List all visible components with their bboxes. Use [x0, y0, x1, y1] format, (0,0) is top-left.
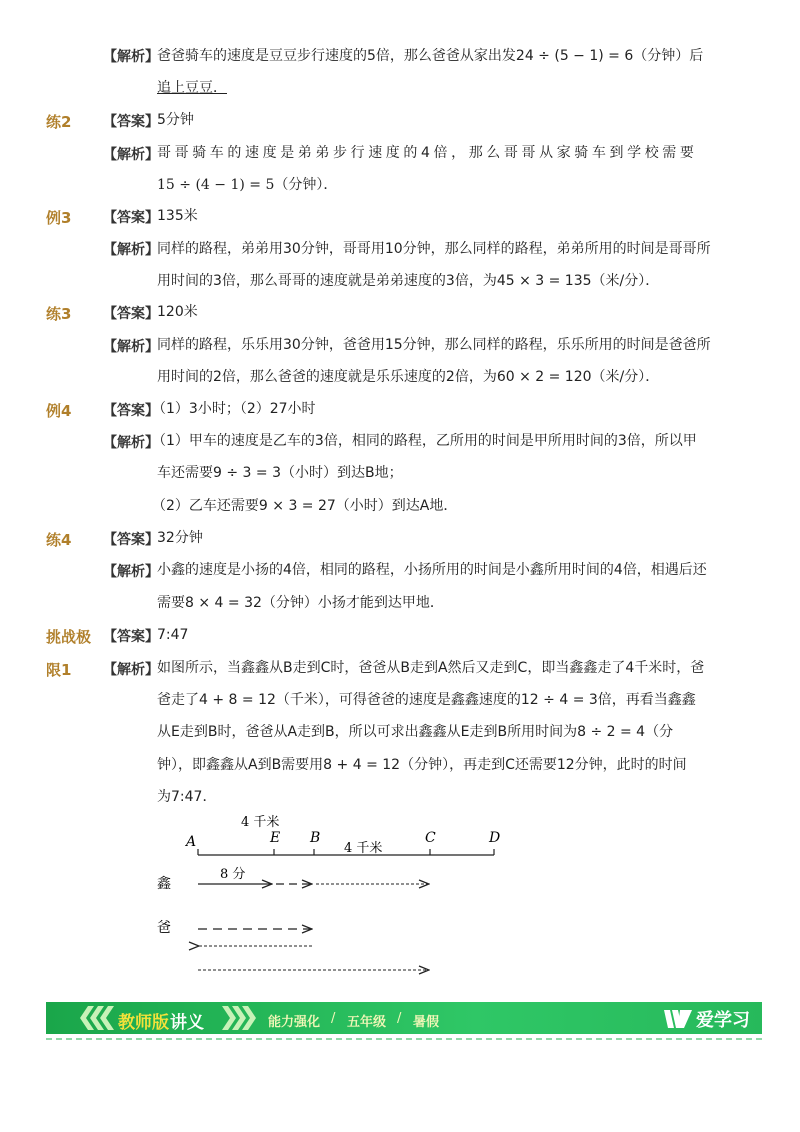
point-b-label: B	[310, 830, 321, 846]
dist-ae-label: 4 千米	[241, 815, 280, 830]
tiaozhan-line-3: 从E走到B时，爸爸从A走到B，所以可求出鑫鑫从E走到B所用时间为8 ÷ 2 = 4（分	[157, 724, 674, 740]
footer-brand-a: 教师版	[118, 1013, 169, 1033]
chevron-left-icon	[100, 1006, 114, 1030]
time-label: 8 分	[220, 867, 246, 882]
jiexi-tag: 【解析】	[103, 662, 159, 678]
tiaozhan-label-1: 挑战极	[46, 628, 92, 646]
li4-label: 例4	[46, 402, 72, 420]
lian4-label: 练4	[46, 531, 72, 549]
jiexi-tag: 【解析】	[103, 49, 159, 65]
footer-separator: /	[331, 1011, 336, 1026]
tiaozhan-line-5: 为7:47．	[157, 789, 217, 805]
daan-tag: 【答案】	[103, 629, 159, 645]
lian4-line-2: 需要8 × 4 = 32（分钟）小扬才能到达甲地．	[157, 595, 444, 611]
jiexi-tag: 【解析】	[103, 564, 159, 580]
daan-tag: 【答案】	[103, 306, 159, 322]
li3-line-2: 用时间的3倍，那么哥哥的速度就是弟弟速度的3倍，为45 × 3 = 135（米/分）．	[157, 273, 660, 289]
point-d-label: D	[489, 830, 501, 846]
xin-label: 鑫	[157, 876, 171, 892]
lian2-line-1: 哥哥骑车的速度是弟弟步行速度的4倍，那么哥哥从家骑车到学校需要	[157, 145, 698, 161]
top-line-1: 爸爸骑车的速度是豆豆步行速度的5倍，那么爸爸从家出发24 ÷ (5 − 1) = 6（分钟）后	[157, 48, 704, 64]
li3-line-1: 同样的路程，弟弟用30分钟，哥哥用10分钟，那么同样的路程，弟弟所用的时间是哥哥所	[157, 241, 711, 257]
daan-tag: 【答案】	[103, 532, 159, 548]
dist-bc-label: 4 千米	[344, 841, 383, 856]
jiexi-tag: 【解析】	[103, 339, 159, 355]
footer-brand-b: 讲义	[170, 1013, 204, 1033]
jiexi-tag: 【解析】	[103, 435, 159, 451]
point-e-label: E	[270, 830, 281, 846]
li3-label: 例3	[46, 209, 72, 227]
lian2-label: 练2	[46, 113, 72, 131]
lian3-line-1: 同样的路程，乐乐用30分钟，爸爸用15分钟，那么同样的路程，乐乐所用的时间是爸爸所	[157, 337, 711, 353]
point-a-label: A	[186, 834, 197, 850]
footer-grade: 五年级	[347, 1015, 387, 1030]
footer-divider	[46, 1038, 762, 1040]
daan-tag: 【答案】	[103, 210, 159, 226]
footer-term: 暑假	[413, 1015, 440, 1030]
daan-tag: 【答案】	[103, 114, 159, 130]
lian4-answer: 32分钟	[157, 530, 203, 546]
tiaozhan-line-2: 爸走了4 + 8 = 12（千米），可得爸爸的速度是鑫鑫速度的12 ÷ 4 = 3倍，再看当鑫鑫	[157, 692, 696, 708]
lian2-line-2: 15 ÷ (4 − 1) = 5（分钟）．	[157, 177, 338, 193]
lian3-line-2: 用时间的2倍，那么爸爸的速度就是乐乐速度的2倍，为60 × 2 = 120（米/分）．	[157, 369, 660, 385]
tiaozhan-line-1: 如图所示，当鑫鑫从B走到C时，爸爸从B走到A然后又走到C，即当鑫鑫走了4千米时，爸	[157, 660, 705, 676]
tiaozhan-line-4: 钟），即鑫鑫从A到B需要用8 + 4 = 12（分钟），再走到C还需要12分钟，此时的时间	[157, 757, 687, 773]
jiexi-tag: 【解析】	[103, 242, 159, 258]
footer-separator: /	[397, 1011, 402, 1026]
jiexi-tag: 【解析】	[103, 147, 159, 163]
lian3-label: 练3	[46, 305, 72, 323]
lian4-line-1: 小鑫的速度是小扬的4倍，相同的路程，小扬所用的时间是小鑫所用时间的4倍，相遇后还	[157, 562, 707, 578]
li4-answer: （1）3小时；（2）27小时	[152, 401, 316, 417]
chevron-right-icon	[222, 1006, 236, 1030]
point-c-label: C	[425, 830, 436, 846]
li3-answer: 135米	[157, 208, 198, 224]
top-line-2: 追上豆豆．	[157, 80, 227, 96]
li4-line-3: （2）乙车还需要9 × 3 = 27（小时）到达A地．	[152, 498, 458, 514]
tiaozhan-answer: 7:47	[157, 627, 189, 643]
ba-label: 爸	[157, 920, 171, 936]
footer-logo-text: 爱学习	[696, 1010, 750, 1031]
aixuexi-logo-icon	[664, 1010, 692, 1028]
li4-line-2: 车还需要9 ÷ 3 = 3（小时）到达B地；	[157, 465, 403, 481]
footer-course: 能力强化	[268, 1015, 321, 1030]
tiaozhan-label-2: 限1	[46, 661, 72, 679]
li4-line-1: （1）甲车的速度是乙车的3倍，相同的路程，乙所用的时间是甲所用时间的3倍，所以甲	[152, 433, 697, 449]
daan-tag: 【答案】	[103, 403, 159, 419]
lian2-answer: 5分钟	[157, 112, 194, 128]
lian3-answer: 120米	[157, 304, 198, 320]
